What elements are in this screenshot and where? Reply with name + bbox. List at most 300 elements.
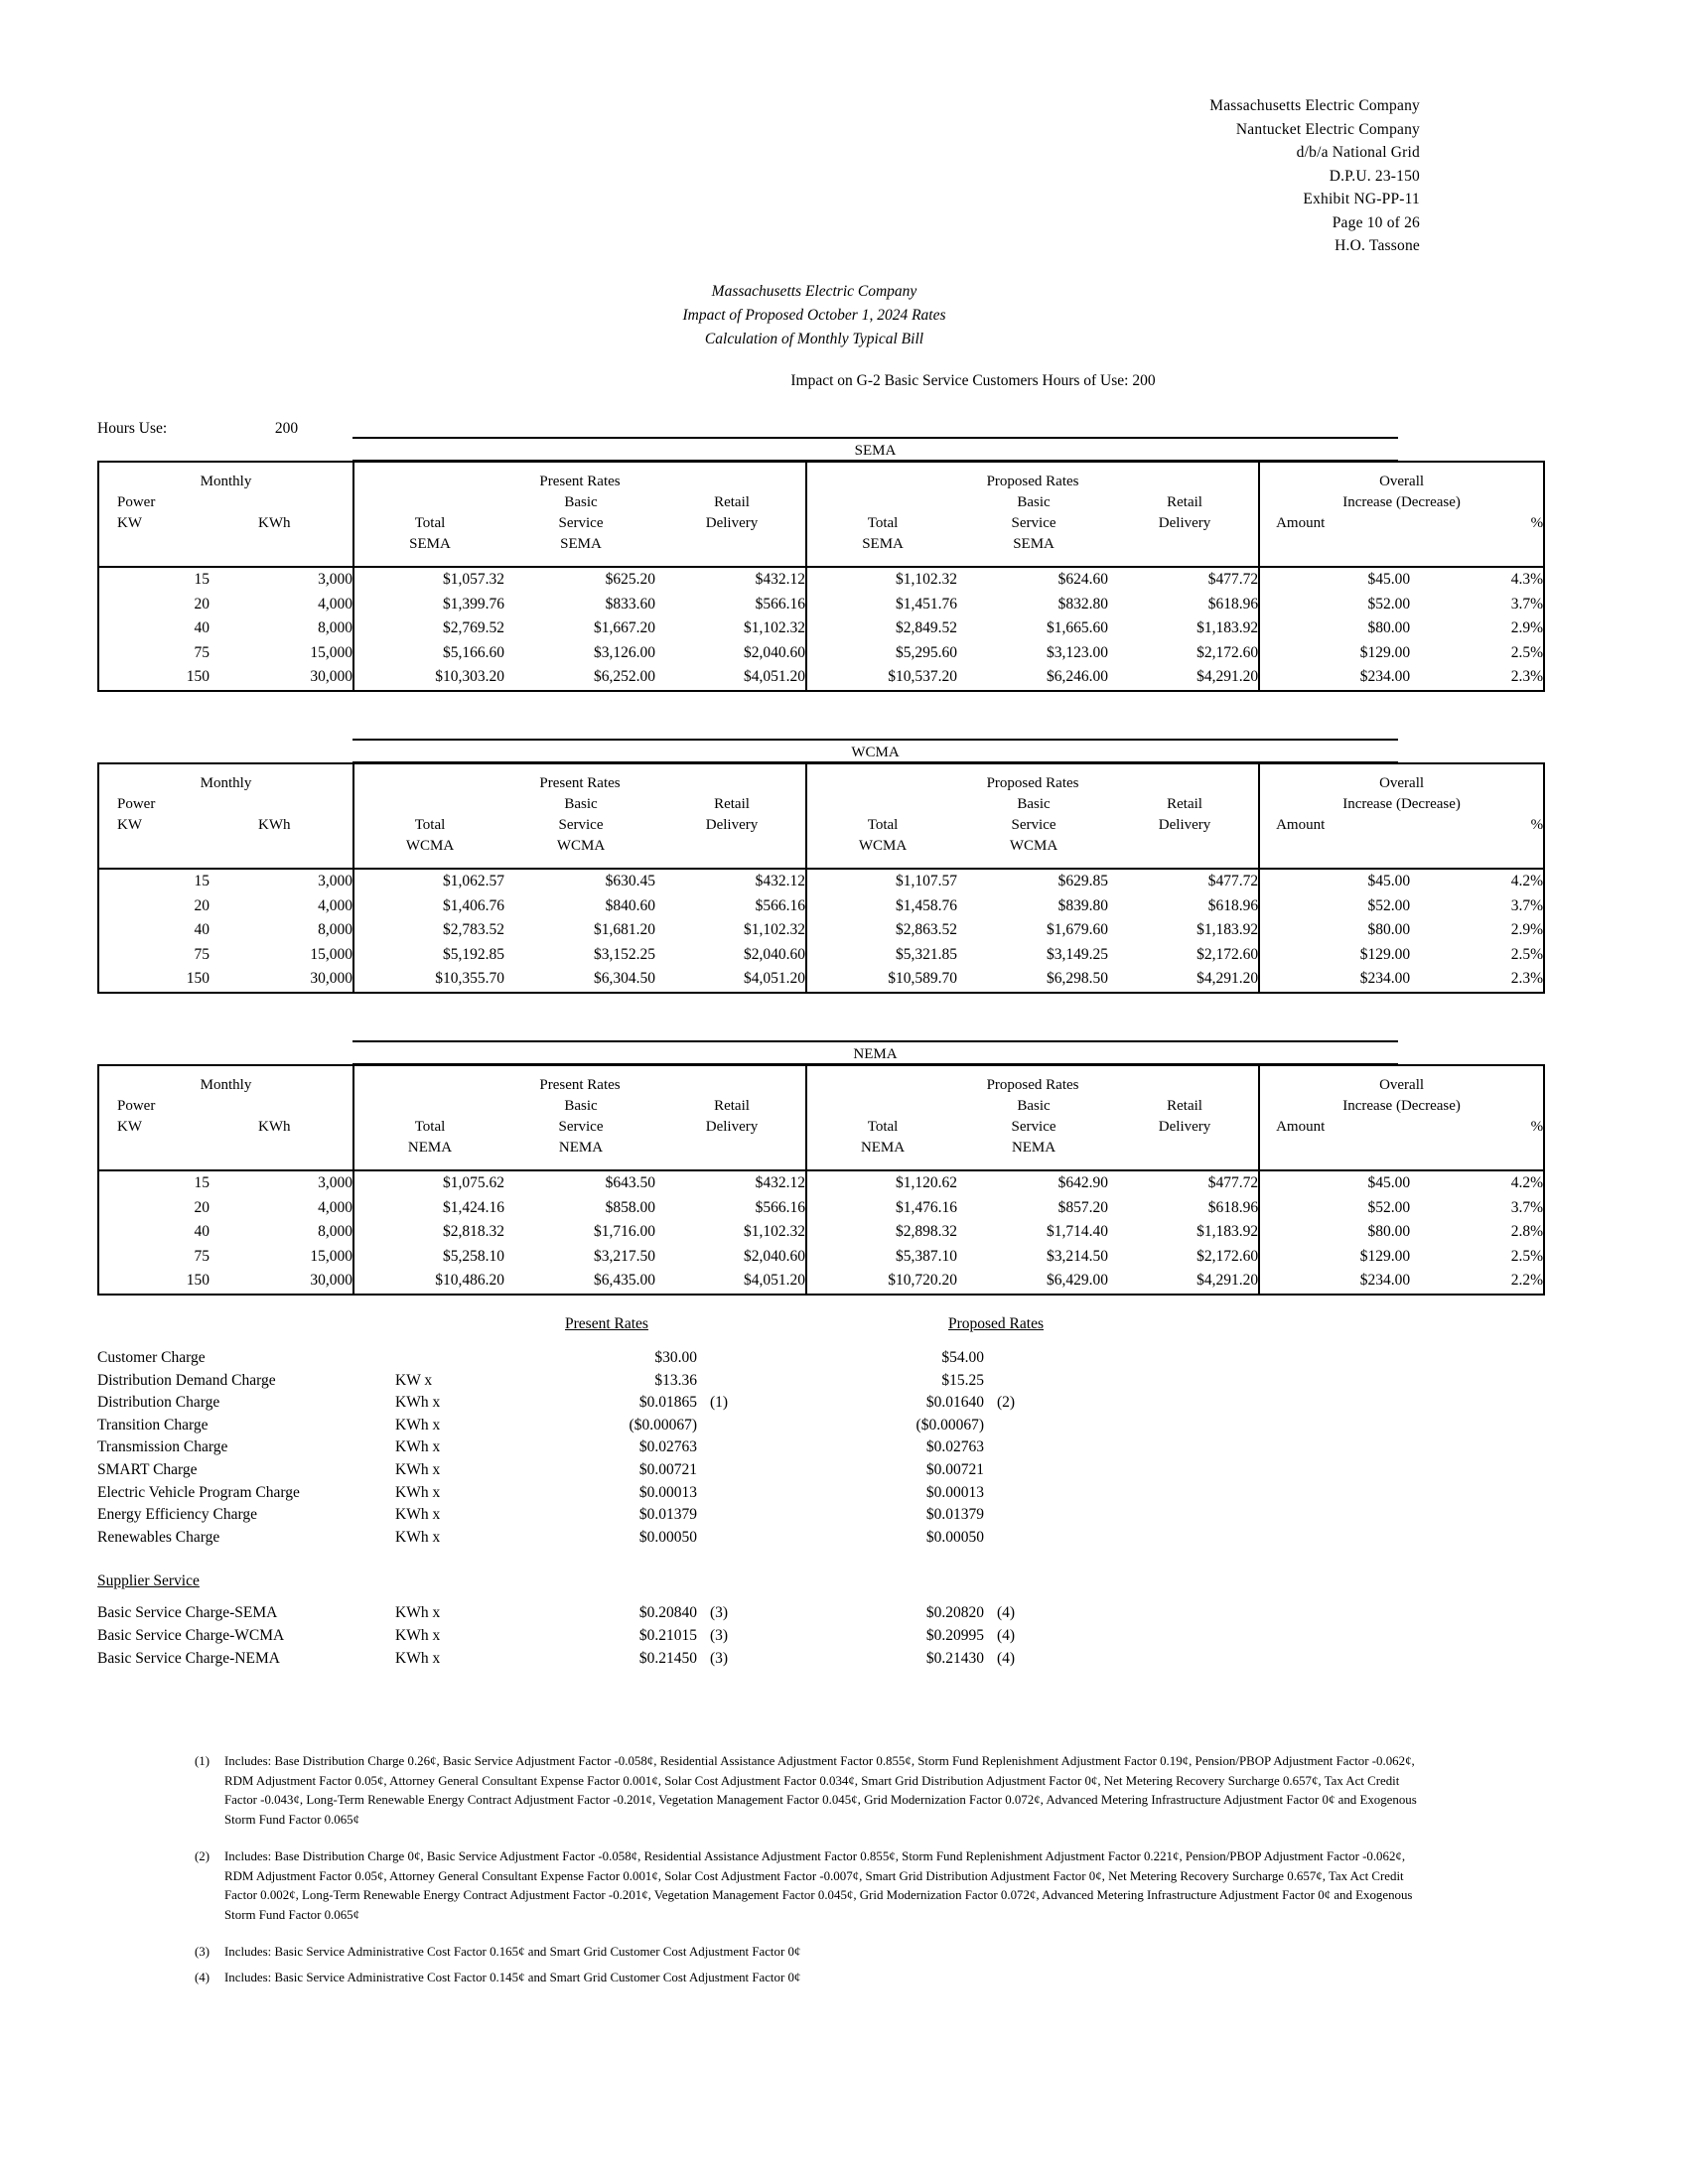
hdr-percent: % [1530, 1119, 1544, 1135]
charge-row [97, 1506, 1398, 1529]
cell-n_retail: $1,183.92 [1196, 619, 1259, 637]
hours-use-value: 200 [274, 420, 299, 437]
hdr-present-service: Service [558, 515, 604, 531]
hdr-proposed-service: Service [1011, 817, 1056, 833]
rate-table-nema [97, 1040, 1544, 1296]
hdr-present-rates: Present Rates [539, 775, 621, 791]
cell-p_retail: $1,102.32 [744, 1223, 806, 1241]
hdr-proposed-service: Service [1011, 515, 1056, 531]
cell-kwh: 30,000 [310, 668, 352, 686]
header-group-monthly [98, 763, 353, 869]
cell-p_basic: $840.60 [605, 896, 655, 914]
footnotes-section [195, 1752, 1426, 1993]
hdr-proposed-delivery: Delivery [1158, 817, 1211, 833]
cell-p_retail: $432.12 [755, 1174, 806, 1192]
header-line-page: Page 10 of 26 [1332, 213, 1420, 231]
charge-name: Transition Charge [97, 1416, 209, 1433]
charge-spacer [1067, 1417, 1398, 1439]
cell-p_basic: $858.00 [605, 1198, 655, 1216]
hdr-proposed-rates: Proposed Rates [986, 775, 1079, 791]
hdr-present-total-region: SEMA [409, 536, 451, 552]
cell-amount: $45.00 [1259, 869, 1410, 894]
cell-p_retail: $566.16 [755, 595, 806, 613]
charges-present-header: Present Rates [565, 1315, 648, 1332]
charge-present-value: ($0.00067) [629, 1416, 697, 1433]
charge-proposed-note [988, 1529, 1067, 1552]
table-row [98, 593, 1544, 617]
cell-n_retail: $4,291.20 [1196, 1272, 1259, 1290]
cell-amount: $45.00 [1259, 1170, 1410, 1196]
cell-n_retail: $2,172.60 [1196, 643, 1259, 661]
header-group-overall [1259, 462, 1544, 567]
cell-n_retail: $477.72 [1207, 571, 1259, 589]
charge-proposed-note [988, 1438, 1067, 1461]
charge-unit: KWh x [395, 1506, 441, 1524]
header-line-company-2: Nantucket Electric Company [1235, 120, 1420, 138]
charge-spacer [1067, 1650, 1398, 1673]
hdr-present-basic: Basic [564, 1098, 598, 1114]
cell-p_retail: $4,051.20 [744, 1272, 806, 1290]
footnote [195, 1752, 1426, 1830]
cell-p_basic: $1,681.20 [594, 921, 655, 939]
charge-spacer [1067, 1506, 1398, 1529]
charge-proposed-note [988, 1349, 1067, 1372]
cell-p_total: $1,075.62 [353, 1170, 504, 1196]
hdr-monthly: Monthly [200, 474, 252, 489]
cell-n_total: $5,321.85 [806, 943, 957, 968]
cell-n_total: $10,537.20 [806, 665, 957, 691]
header-line-company-1: Massachusetts Electric Company [1209, 97, 1420, 114]
hdr-present-total: Total [414, 515, 446, 531]
cell-kwh: 8,000 [318, 619, 352, 637]
charges-header-row [97, 1315, 1398, 1349]
header-group-overall [1259, 1065, 1544, 1170]
cell-p_total: $5,166.60 [353, 641, 504, 666]
cell-kw: 150 [98, 967, 210, 993]
hdr-present-basic-region: NEMA [558, 1140, 604, 1156]
cell-pct: 3.7% [1410, 1196, 1544, 1221]
table-row [98, 1245, 1544, 1270]
region-label-nema: NEMA [352, 1040, 1398, 1064]
cell-kw: 75 [98, 943, 210, 968]
charge-name: Renewables Charge [97, 1528, 220, 1546]
cell-p_basic: $3,126.00 [594, 643, 655, 661]
cell-p_total: $2,818.32 [353, 1220, 504, 1245]
cell-n_total: $1,107.57 [806, 869, 957, 894]
table-row [98, 616, 1544, 641]
footnote [195, 1969, 1426, 1988]
cell-kwh: 15,000 [310, 1247, 352, 1265]
cell-kw: 75 [98, 641, 210, 666]
supplier-service-label: Supplier Service [97, 1572, 200, 1590]
hdr-present-rates: Present Rates [539, 474, 621, 489]
hdr-proposed-basic-region: WCMA [1009, 838, 1058, 854]
header-group-present [353, 1065, 806, 1170]
charge-proposed-value: $54.00 [941, 1349, 984, 1366]
table-grid-sema [97, 461, 1545, 692]
cell-p_retail: $2,040.60 [744, 1247, 806, 1265]
cell-kwh: 4,000 [318, 595, 352, 613]
charge-name: Basic Service Charge-SEMA [97, 1604, 278, 1622]
hdr-proposed-total: Total [867, 515, 899, 531]
cell-p_retail: $2,040.60 [744, 945, 806, 963]
table-row [98, 967, 1544, 993]
charge-name: Electric Vehicle Program Charge [97, 1483, 300, 1501]
charge-row [97, 1438, 1398, 1461]
region-label-wcma: WCMA [352, 739, 1398, 762]
cell-n_basic: $3,123.00 [1047, 643, 1109, 661]
charge-row [97, 1484, 1398, 1507]
hdr-present-basic: Basic [564, 796, 598, 812]
cell-p_retail: $2,040.60 [744, 643, 806, 661]
hdr-amount: Amount [1276, 515, 1326, 531]
charge-proposed-note [988, 1372, 1067, 1395]
cell-n_total: $1,451.76 [806, 593, 957, 617]
charge-present-note [701, 1529, 774, 1552]
charges-section [97, 1315, 1398, 1672]
table-row [98, 894, 1544, 919]
cell-kw: 20 [98, 894, 210, 919]
charge-unit: KWh x [395, 1649, 441, 1667]
supplier-row [97, 1627, 1398, 1650]
hdr-present-total-region: WCMA [405, 838, 455, 854]
footnote-marker: (3) [195, 1945, 211, 1959]
hdr-proposed-total: Total [867, 817, 899, 833]
cell-p_total: $10,486.20 [353, 1269, 504, 1295]
cell-amount: $129.00 [1259, 641, 1410, 666]
cell-n_basic: $1,665.60 [1047, 619, 1109, 637]
charge-proposed-value: $0.21430 [925, 1649, 984, 1667]
charge-present-value: $0.01865 [638, 1394, 697, 1412]
header-line-dba: d/b/a National Grid [1296, 144, 1420, 161]
cell-amount: $52.00 [1259, 894, 1410, 919]
charge-present-value: $0.00050 [638, 1528, 697, 1546]
charge-spacer [1067, 1627, 1398, 1650]
charge-proposed-note: (4) [997, 1649, 1016, 1667]
cell-n_retail: $4,291.20 [1196, 970, 1259, 988]
charge-row [97, 1529, 1398, 1552]
hdr-overall: Overall [1379, 474, 1425, 489]
hdr-present-delivery: Delivery [705, 515, 759, 531]
hdr-kw: KW [117, 515, 142, 531]
charge-proposed-value: $0.00050 [925, 1528, 984, 1546]
cell-p_retail: $432.12 [755, 873, 806, 890]
footnote [195, 1943, 1426, 1963]
cell-kwh: 8,000 [318, 1223, 352, 1241]
charge-present-note [701, 1349, 774, 1372]
hdr-proposed-basic: Basic [1017, 1098, 1051, 1114]
charge-proposed-note: (2) [997, 1394, 1016, 1412]
header-group-proposed [806, 1065, 1259, 1170]
charge-unit: KW x [395, 1371, 433, 1389]
supplier-table [97, 1604, 1398, 1672]
cell-pct: 2.2% [1410, 1269, 1544, 1295]
cell-n_retail: $1,183.92 [1196, 1223, 1259, 1241]
cell-kw: 40 [98, 1220, 210, 1245]
charges-tbody [97, 1349, 1398, 1551]
cell-kwh: 30,000 [310, 970, 352, 988]
charge-present-value: $30.00 [654, 1349, 697, 1366]
page-title [0, 280, 1628, 351]
hdr-power: Power [117, 1098, 156, 1114]
hdr-amount: Amount [1276, 817, 1326, 833]
cell-n_basic: $6,246.00 [1047, 668, 1109, 686]
cell-amount: $129.00 [1259, 1245, 1410, 1270]
supplier-service-heading [97, 1572, 1398, 1590]
charge-name: Basic Service Charge-WCMA [97, 1626, 285, 1644]
cell-p_basic: $1,667.20 [594, 619, 655, 637]
cell-amount: $52.00 [1259, 593, 1410, 617]
cell-n_total: $2,898.32 [806, 1220, 957, 1245]
cell-p_total: $5,192.85 [353, 943, 504, 968]
charge-present-value: $0.20840 [638, 1604, 697, 1622]
charge-proposed-value: $0.02763 [925, 1438, 984, 1456]
hdr-present-delivery: Delivery [705, 817, 759, 833]
cell-kw: 20 [98, 593, 210, 617]
cell-kw: 15 [98, 1170, 210, 1196]
cell-p_total: $5,258.10 [353, 1245, 504, 1270]
hdr-monthly: Monthly [200, 1077, 252, 1093]
hdr-proposed-basic-region: SEMA [1013, 536, 1055, 552]
cell-pct: 3.7% [1410, 593, 1544, 617]
charge-spacer [1067, 1484, 1398, 1507]
table-body-wcma [98, 869, 1544, 993]
table-grid-nema [97, 1064, 1545, 1296]
cell-n_basic: $3,214.50 [1047, 1247, 1109, 1265]
charge-name: SMART Charge [97, 1460, 198, 1478]
footnote-text: Includes: Basic Service Administrative Cost Factor 0.145¢ and Smart Grid Customer Cost Adjustment Factor 0¢ [224, 1970, 801, 1984]
header-line-docket: D.P.U. 23-150 [1329, 167, 1420, 185]
charge-present-note [701, 1461, 774, 1484]
cell-amount: $52.00 [1259, 1196, 1410, 1221]
hdr-proposed-basic-region: NEMA [1011, 1140, 1056, 1156]
charge-proposed-value: $0.20820 [925, 1604, 984, 1622]
cell-pct: 2.3% [1410, 967, 1544, 993]
cell-n_total: $2,849.52 [806, 616, 957, 641]
table-row [98, 869, 1544, 894]
cell-amount: $234.00 [1259, 1269, 1410, 1295]
cell-pct: 2.5% [1410, 943, 1544, 968]
cell-pct: 2.9% [1410, 918, 1544, 943]
hdr-increase-decrease: Increase (Decrease) [1342, 1098, 1461, 1114]
charge-unit: KWh x [395, 1626, 441, 1644]
charge-proposed-value: ($0.00067) [915, 1416, 984, 1433]
charge-unit [395, 1349, 492, 1372]
cell-n_total: $1,476.16 [806, 1196, 957, 1221]
hdr-present-total-region: NEMA [407, 1140, 453, 1156]
header-group-proposed [806, 462, 1259, 567]
hdr-percent: % [1530, 515, 1544, 531]
charge-spacer [1067, 1461, 1398, 1484]
hdr-present-service: Service [558, 1119, 604, 1135]
cell-n_retail: $618.96 [1207, 1198, 1259, 1216]
footnote-marker: (4) [195, 1970, 211, 1984]
charges-proposed-header: Proposed Rates [947, 1315, 1044, 1332]
hdr-proposed-total-region: NEMA [860, 1140, 906, 1156]
charge-unit: KWh x [395, 1483, 441, 1501]
hdr-present-rates: Present Rates [539, 1077, 621, 1093]
cell-p_retail: $1,102.32 [744, 921, 806, 939]
cell-kwh: 15,000 [310, 945, 352, 963]
cell-p_basic: $833.60 [605, 595, 655, 613]
charge-proposed-value: $15.25 [941, 1371, 984, 1389]
cell-n_basic: $3,149.25 [1047, 945, 1109, 963]
hdr-present-basic-region: SEMA [560, 536, 602, 552]
hdr-increase-decrease: Increase (Decrease) [1342, 796, 1461, 812]
hdr-proposed-retail: Retail [1167, 796, 1202, 812]
cell-amount: $80.00 [1259, 1220, 1410, 1245]
charge-present-note [701, 1372, 774, 1395]
cell-n_retail: $2,172.60 [1196, 1247, 1259, 1265]
hdr-proposed-retail: Retail [1167, 494, 1202, 510]
charge-present-value: $0.02763 [638, 1438, 697, 1456]
hdr-present-retail: Retail [714, 1098, 750, 1114]
cell-n_basic: $624.60 [1057, 571, 1109, 589]
charge-proposed-value: $0.20995 [925, 1626, 984, 1644]
hdr-present-basic: Basic [564, 494, 598, 510]
cell-kwh: 15,000 [310, 643, 352, 661]
hdr-present-retail: Retail [714, 796, 750, 812]
table-row [98, 665, 1544, 691]
table-row [98, 567, 1544, 593]
cell-p_basic: $643.50 [605, 1174, 655, 1192]
cell-pct: 4.2% [1410, 1170, 1544, 1196]
cell-n_retail: $618.96 [1207, 595, 1259, 613]
charge-proposed-note [988, 1417, 1067, 1439]
cell-p_basic: $3,152.25 [594, 945, 655, 963]
footnote-text: Includes: Base Distribution Charge 0.26¢, Basic Service Adjustment Factor -0.058¢, Residential Assistance Adjustment Factor 0.855¢, Storm Fund Replenishment Adjustment Factor 0.19¢, Pension/PBOP Adjustment Factor -0.062¢, RDM Adjustment Factor 0.05¢, Attorney General Consultant Expense Factor 0.001¢, Solar Cost Adjustment Factor 0.034¢, Smart Grid Distribution Adjustment Factor 0¢, Net Metering Recovery Surcharge 0.657¢, Tax Act Credit Factor -0.043¢, Long-Term Renewable Energy Contract Adjustment Factor -0.201¢, Vegetation Management Factor 0.045¢, Grid Modernization Factor 0.072¢, Advanced Metering Infrastructure Adjustment Factor 0¢ and Exogenous Storm Fund Factor 0.065¢ [224, 1754, 1417, 1827]
hdr-proposed-basic: Basic [1017, 494, 1051, 510]
charge-proposed-note [988, 1461, 1067, 1484]
hours-use-label: Hours Use: [97, 420, 168, 437]
cell-n_total: $10,589.70 [806, 967, 957, 993]
table-header-row [98, 763, 1544, 869]
cell-p_retail: $566.16 [755, 896, 806, 914]
hdr-increase-decrease: Increase (Decrease) [1342, 494, 1461, 510]
cell-pct: 3.7% [1410, 894, 1544, 919]
cell-amount: $45.00 [1259, 567, 1410, 593]
cell-pct: 2.3% [1410, 665, 1544, 691]
charge-proposed-value: $0.00013 [925, 1483, 984, 1501]
charge-present-value: $0.01379 [638, 1506, 697, 1524]
table-body-sema [98, 567, 1544, 691]
cell-p_retail: $432.12 [755, 571, 806, 589]
cell-n_retail: $618.96 [1207, 896, 1259, 914]
cell-p_total: $1,062.57 [353, 869, 504, 894]
table-row [98, 918, 1544, 943]
hdr-proposed-rates: Proposed Rates [986, 474, 1079, 489]
hdr-proposed-total-region: SEMA [862, 536, 904, 552]
cell-n_basic: $832.80 [1057, 595, 1109, 613]
charge-proposed-value: $0.01379 [925, 1506, 984, 1524]
cell-n_total: $10,720.20 [806, 1269, 957, 1295]
cell-p_retail: $1,102.32 [744, 619, 806, 637]
charge-proposed-note: (4) [997, 1604, 1016, 1622]
cell-amount: $234.00 [1259, 967, 1410, 993]
table-row [98, 1220, 1544, 1245]
header-group-monthly [98, 1065, 353, 1170]
rate-table-wcma [97, 739, 1544, 994]
charge-present-value: $0.21450 [638, 1649, 697, 1667]
charge-present-note [701, 1438, 774, 1461]
footnote-text: Includes: Base Distribution Charge 0¢, Basic Service Adjustment Factor -0.058¢, Residential Assistance Adjustment Factor 0.855¢, Storm Fund Replenishment Adjustment Factor 0.221¢, Pension/PBOP Adjustment Factor -0.062¢, RDM Adjustment Factor 0.05¢, Attorney General Consultant Expense Factor 0.001¢, Solar Cost Adjustment Factor -0.007¢, Smart Grid Distribution Adjustment Factor 0¢, Net Metering Recovery Surcharge 0.657¢, Tax Act Credit Factor 0.002¢, Long-Term Renewable Energy Contract Adjustment Factor -0.201¢, Vegetation Management Factor 0.045¢, Grid Modernization Factor 0.072¢, Advanced Metering Infrastructure Adjustment Factor 0¢ and Exogenous Storm Fund Factor 0.065¢ [224, 1849, 1413, 1922]
hdr-proposed-delivery: Delivery [1158, 515, 1211, 531]
cell-n_total: $5,387.10 [806, 1245, 957, 1270]
cell-p_total: $10,303.20 [353, 665, 504, 691]
table-row [98, 1170, 1544, 1196]
header-group-proposed [806, 763, 1259, 869]
cell-n_total: $5,295.60 [806, 641, 957, 666]
cell-p_total: $1,424.16 [353, 1196, 504, 1221]
cell-n_retail: $1,183.92 [1196, 921, 1259, 939]
cell-p_total: $10,355.70 [353, 967, 504, 993]
cell-p_basic: $6,304.50 [594, 970, 655, 988]
cell-kw: 15 [98, 869, 210, 894]
charge-proposed-note [988, 1506, 1067, 1529]
charges-table [97, 1349, 1398, 1551]
cell-pct: 2.5% [1410, 1245, 1544, 1270]
hdr-percent: % [1530, 817, 1544, 833]
hdr-kw: KW [117, 1119, 142, 1135]
cell-n_total: $2,863.52 [806, 918, 957, 943]
charge-proposed-note: (4) [997, 1626, 1016, 1644]
cell-kwh: 30,000 [310, 1272, 352, 1290]
cell-kw: 75 [98, 1245, 210, 1270]
document-header [1209, 94, 1420, 258]
footnote-text: Includes: Basic Service Administrative Cost Factor 0.165¢ and Smart Grid Customer Cost Adjustment Factor 0¢ [224, 1945, 801, 1959]
supplier-row [97, 1604, 1398, 1627]
title-line-2: Impact of Proposed October 1, 2024 Rates [682, 307, 946, 324]
hdr-present-delivery: Delivery [705, 1119, 759, 1135]
charge-name: Transmission Charge [97, 1438, 228, 1456]
table-row [98, 641, 1544, 666]
charge-present-note: (3) [710, 1649, 729, 1667]
title-line-1: Massachusetts Electric Company [711, 283, 917, 300]
hdr-proposed-retail: Retail [1167, 1098, 1202, 1114]
charge-spacer [1067, 1438, 1398, 1461]
rate-table-sema [97, 437, 1544, 692]
charge-row [97, 1372, 1398, 1395]
table-row [98, 1269, 1544, 1295]
cell-p_basic: $6,252.00 [594, 668, 655, 686]
charge-present-value: $0.00721 [638, 1460, 697, 1478]
cell-kwh: 8,000 [318, 921, 352, 939]
header-group-present [353, 763, 806, 869]
header-line-witness: H.O. Tassone [1335, 237, 1420, 254]
cell-kw: 150 [98, 665, 210, 691]
cell-kw: 40 [98, 616, 210, 641]
cell-amount: $80.00 [1259, 918, 1410, 943]
charge-unit: KWh x [395, 1438, 441, 1456]
header-group-monthly [98, 462, 353, 567]
table-row [98, 1196, 1544, 1221]
footnote-marker: (2) [195, 1849, 211, 1863]
cell-n_retail: $477.72 [1207, 1174, 1259, 1192]
charge-unit: KWh x [395, 1394, 441, 1412]
charge-present-value: $13.36 [654, 1371, 697, 1389]
hdr-proposed-service: Service [1011, 1119, 1056, 1135]
cell-p_basic: $625.20 [605, 571, 655, 589]
cell-p_total: $2,783.52 [353, 918, 504, 943]
cell-n_total: $1,458.76 [806, 894, 957, 919]
table-body-nema [98, 1170, 1544, 1295]
cell-n_basic: $6,429.00 [1047, 1272, 1109, 1290]
cell-kwh: 3,000 [318, 571, 352, 589]
cell-p_retail: $566.16 [755, 1198, 806, 1216]
cell-n_basic: $6,298.50 [1047, 970, 1109, 988]
cell-kwh: 4,000 [318, 1198, 352, 1216]
cell-n_basic: $629.85 [1057, 873, 1109, 890]
